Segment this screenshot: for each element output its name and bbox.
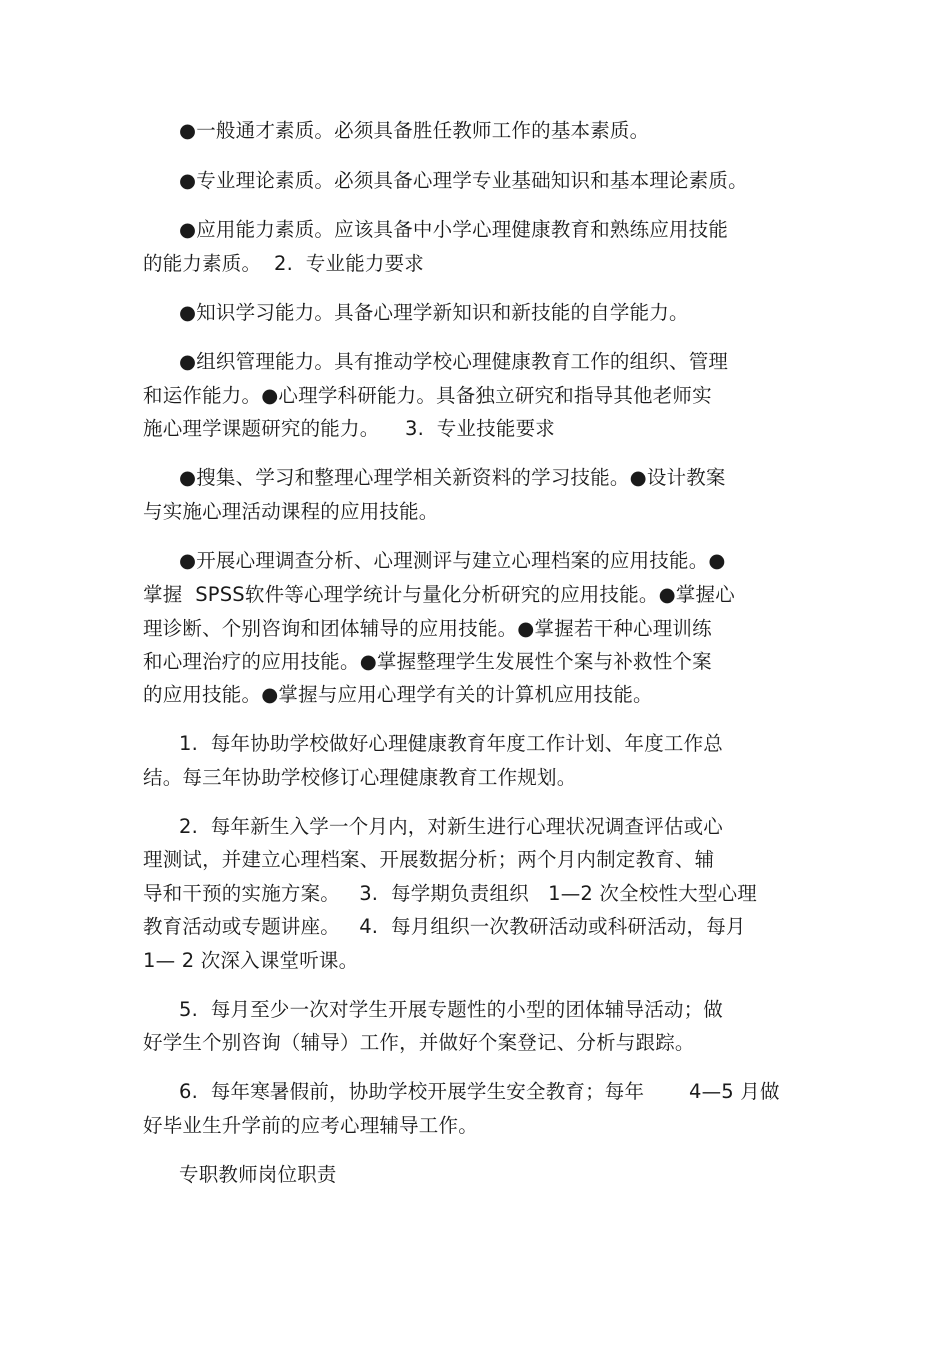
paragraph-line: ●一般通才素质。必须具备胜任教师工作的基本素质。 bbox=[179, 119, 650, 142]
paragraph-line: 2. 每年新生入学一个月内，对新生进行心理状况调查评估或心 bbox=[179, 815, 724, 838]
paragraph-line: 理诊断、个别咨询和团体辅导的应用技能。●掌握若干种心理训练 bbox=[143, 617, 712, 640]
paragraph-line: 教育活动或专题讲座。 4. 每月组织一次教研活动或科研活动，每月 bbox=[143, 915, 746, 938]
paragraph-line: 掌握 SPSS软件等心理学统计与量化分析研究的应用技能。●掌握心 bbox=[143, 583, 735, 606]
paragraph-line: 的应用技能。●掌握与应用心理学有关的计算机应用技能。 bbox=[143, 683, 653, 706]
paragraph-line: 理测试，并建立心理档案、开展数据分析；两个月内制定教育、辅 bbox=[143, 848, 715, 871]
paragraph-line: 6. 每年寒暑假前，协助学校开展学生安全教育；每年 4—5 月做 bbox=[179, 1080, 780, 1103]
paragraph-line: 5. 每月至少一次对学生开展专题性的小型的团体辅导活动；做 bbox=[179, 998, 724, 1021]
paragraph-line: ●知识学习能力。具备心理学新知识和新技能的自学能力。 bbox=[179, 301, 689, 324]
paragraph-line: 施心理学课题研究的能力。 3. 专业技能要求 bbox=[143, 417, 555, 440]
paragraph-line: 1. 每年协助学校做好心理健康教育年度工作计划、年度工作总 bbox=[179, 732, 724, 755]
paragraph-line: ●开展心理调查分析、心理测评与建立心理档案的应用技能。● bbox=[179, 549, 726, 572]
paragraph-line: 好毕业生升学前的应考心理辅导工作。 bbox=[143, 1114, 478, 1137]
paragraph-line: 1— 2 次深入课堂听课。 bbox=[143, 949, 359, 972]
paragraph-line: ●应用能力素质。应该具备中小学心理健康教育和熟练应用技能 bbox=[179, 218, 729, 241]
paragraph-line: 和心理治疗的应用技能。●掌握整理学生发展性个案与补救性个案 bbox=[143, 650, 712, 673]
paragraph-line: 导和干预的实施方案。 3. 每学期负责组织 1—2 次全校性大型心理 bbox=[143, 882, 758, 905]
paragraph-line: 结。每三年协助学校修订心理健康教育工作规划。 bbox=[143, 766, 577, 789]
paragraph-line: 好学生个别咨询（辅导）工作，并做好个案登记、分析与跟踪。 bbox=[143, 1031, 695, 1054]
paragraph-line: 与实施心理活动课程的应用技能。 bbox=[143, 500, 439, 523]
paragraph-line: ●组织管理能力。具有推动学校心理健康教育工作的组织、管理 bbox=[179, 350, 729, 373]
section-heading: 专职教师岗位职责 bbox=[179, 1163, 337, 1186]
paragraph-line: ●专业理论素质。必须具备心理学专业基础知识和基本理论素质。 bbox=[179, 169, 748, 192]
paragraph-line: ●搜集、学习和整理心理学相关新资料的学习技能。●设计教案 bbox=[179, 466, 726, 489]
paragraph-line: 和运作能力。●心理学科研能力。具备独立研究和指导其他老师实 bbox=[143, 384, 712, 407]
paragraph-line: 的能力素质。 2. 专业能力要求 bbox=[143, 252, 424, 275]
